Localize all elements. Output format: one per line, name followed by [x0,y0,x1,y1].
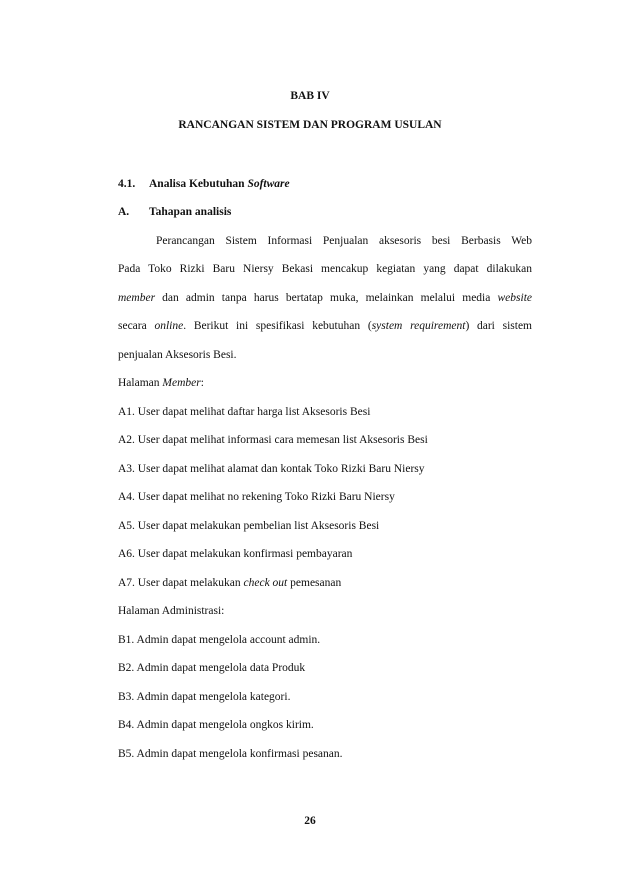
member-heading [118,377,532,389]
admin-heading: Halaman Administrasi: [118,605,225,617]
list-item: A3. User dapat melihat alamat dan kontak Toko Rizki Baru Niersy [118,463,425,475]
list-item-text: A7. User dapat melakukan [118,577,244,589]
list-item: A2. User dapat melihat informasi cara memesan list Aksesoris Besi [118,434,428,446]
term-online: online [154,320,184,332]
paragraph-line-2: Pada Toko Rizki Baru Niersy Bekasi mencakup kegiatan yang dapat dilakukan [118,263,532,275]
paragraph-line-5: penjualan Aksesoris Besi. [118,349,237,361]
term-website: website [497,292,532,304]
section-title-italic: Software [247,178,290,190]
list-item: A6. User dapat melakukan konfirmasi pembayaran [118,548,353,560]
term-system-requirement: system requirement [371,320,466,332]
paragraph-text: ) dari sistem [465,320,533,332]
list-item: A5. User dapat melakukan pembelian list Aksesoris Besi [118,520,380,532]
list-item: B1. Admin dapat mengelola account admin. [118,634,321,646]
subsection-heading [118,206,532,218]
paragraph-line-3 [118,292,532,304]
list-item: B4. Admin dapat mengelola ongkos kirim. [118,719,314,731]
section-number: 4.1. [118,178,136,190]
list-item: B5. Admin dapat mengelola konfirmasi pesanan. [118,748,343,760]
section-heading [118,178,532,190]
chapter-title: RANCANGAN SISTEM DAN PROGRAM USULAN [178,119,442,131]
page-number: 26 [304,815,316,827]
member-heading-italic: Member [162,377,201,389]
member-heading-suffix: : [200,377,204,389]
subsection-number: A. [118,206,130,218]
paragraph-text: secara [118,320,155,332]
list-item: B2. Admin dapat mengelola data Produk [118,662,306,674]
list-item-text: pemesanan [287,577,342,589]
list-item: A1. User dapat melihat daftar harga list Aksesoris Besi [118,406,371,418]
subsection-title: Tahapan analisis [149,206,232,218]
paragraph-text: . Berikut ini spesifikasi kebutuhan ( [183,320,372,332]
chapter-label: BAB IV [290,90,330,102]
member-heading-text: Halaman [118,377,163,389]
paragraph-line-4 [118,320,532,332]
term-check-out: check out [243,577,288,589]
section-title: Analisa Kebutuhan [149,178,248,190]
list-item: B3. Admin dapat mengelola kategori. [118,691,291,703]
paragraph-text: dan admin tanpa harus bertatap muka, melainkan melalui media [155,292,498,304]
paragraph-line-1: Perancangan Sistem Informasi Penjualan aksesoris besi Berbasis Web [156,235,532,247]
term-member: member [118,292,156,304]
list-item: A4. User dapat melihat no rekening Toko Rizki Baru Niersy [118,491,395,503]
list-item [118,577,532,589]
